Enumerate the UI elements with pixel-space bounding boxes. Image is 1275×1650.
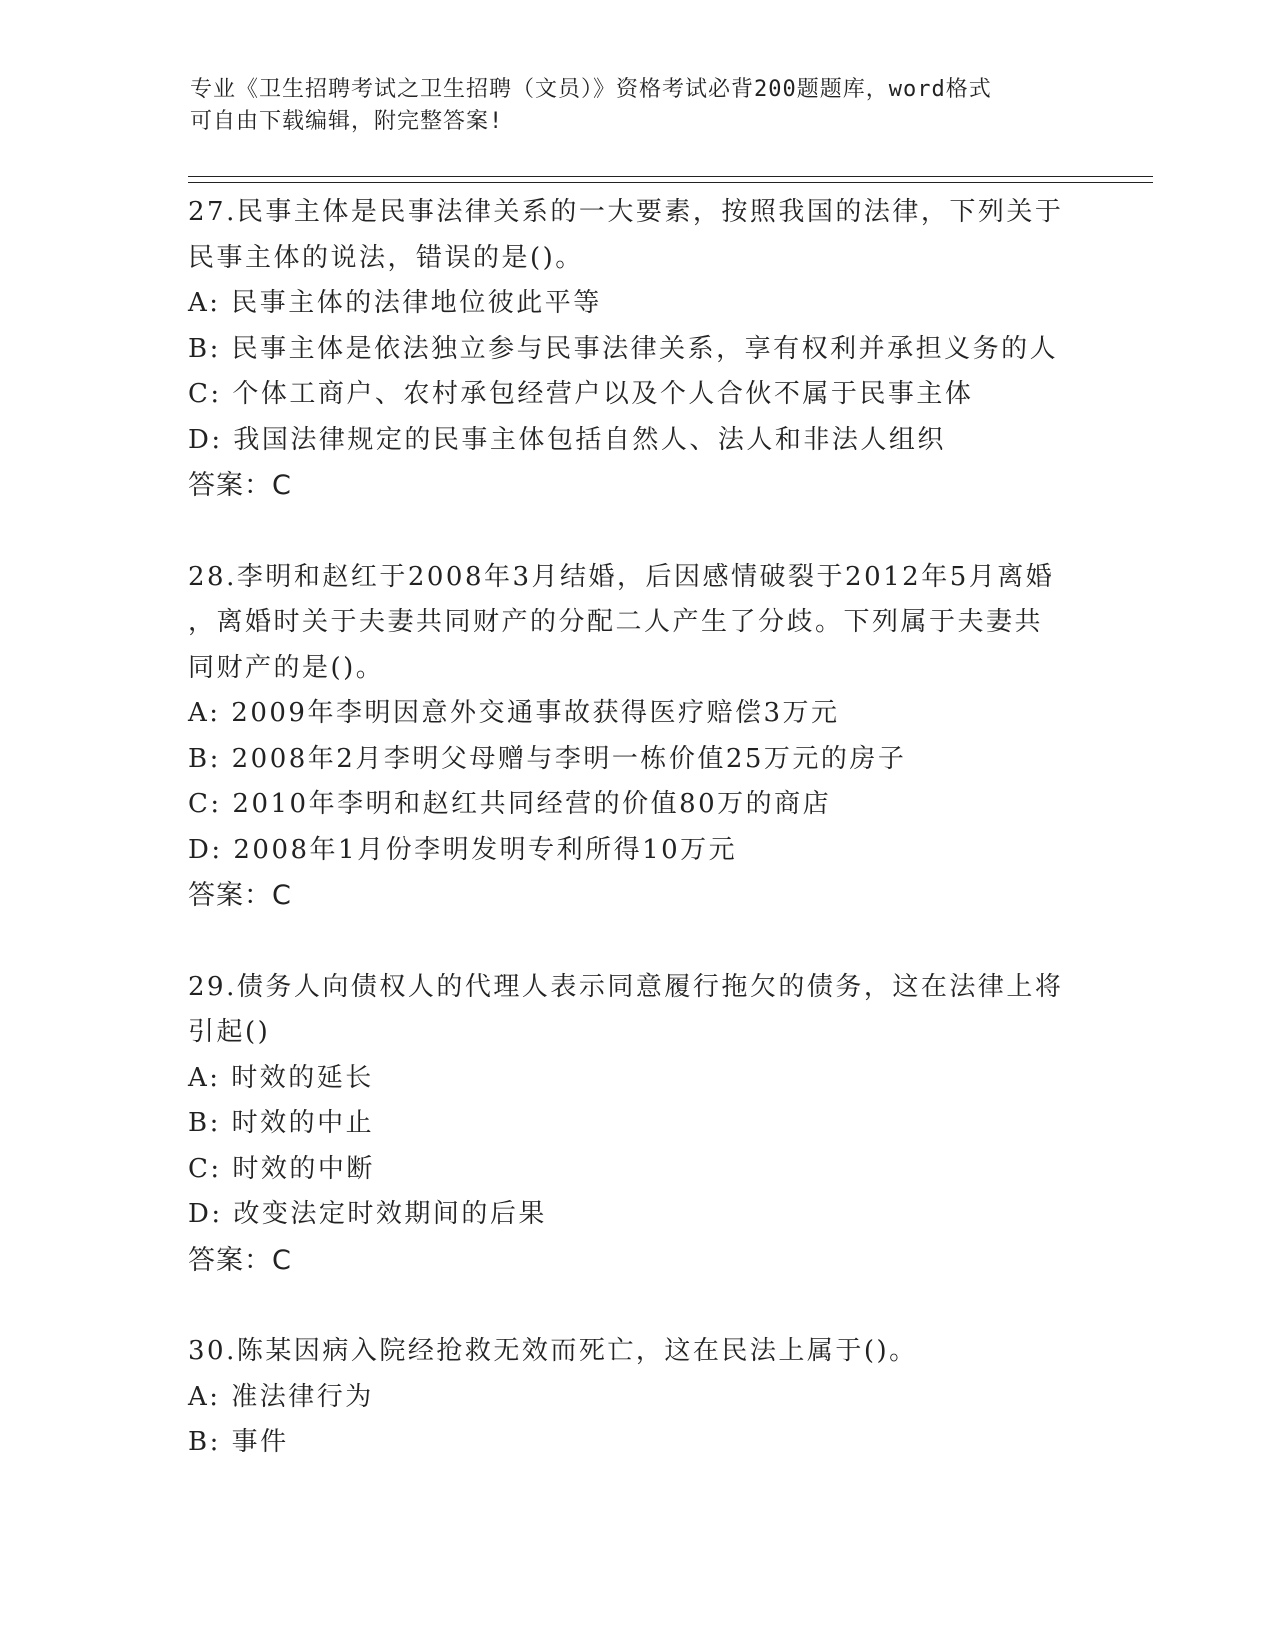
question-27 bbox=[188, 190, 1088, 509]
header-line-1: 专业《卫生招聘考试之卫生招聘（文员）》资格考试必背200题题库，word格式 bbox=[190, 77, 992, 102]
option-a: A: 准法律行为 bbox=[188, 1381, 374, 1412]
header-divider-top bbox=[188, 176, 1153, 177]
option-d: D: 改变法定时效期间的后果 bbox=[188, 1199, 547, 1229]
question-29 bbox=[188, 965, 1088, 1284]
option-a: A: 时效的延长 bbox=[188, 1062, 374, 1093]
option-a: A: 民事主体的法律地位彼此平等 bbox=[188, 288, 602, 318]
question-30 bbox=[188, 1329, 1088, 1466]
header-line-2: 可自由下载编辑，附完整答案! bbox=[190, 109, 504, 134]
question-stem-line: 30.陈某因病入院经抢救无效而死亡，这在民法上属于()。 bbox=[188, 1336, 918, 1366]
question-stem-line: 29.债务人向债权人的代理人表示同意履行拖欠的债务，这在法律上将 bbox=[188, 971, 1064, 1002]
question-list bbox=[188, 190, 1088, 1512]
option-b: B: 时效的中止 bbox=[188, 1108, 375, 1138]
answer-line: 答案：C bbox=[188, 880, 292, 911]
option-d: D: 我国法律规定的民事主体包括自然人、法人和非法人组织 bbox=[188, 424, 946, 455]
option-b: B: 民事主体是依法独立参与民事法律关系，享有权利并承担义务的人 bbox=[188, 333, 1059, 364]
header-divider-bottom bbox=[188, 182, 1153, 183]
question-stem-line: 同财产的是()。 bbox=[188, 652, 385, 683]
answer-line: 答案：C bbox=[188, 470, 292, 501]
answer-line: 答案：C bbox=[188, 1244, 292, 1276]
question-stem-line: 民事主体的说法，错误的是()。 bbox=[188, 242, 584, 273]
option-c: C: 个体工商户、农村承包经营户以及个人合伙不属于民事主体 bbox=[188, 379, 974, 409]
question-stem-line: 27.民事主体是民事法律关系的一大要素，按照我国的法律，下列关于 bbox=[188, 197, 1064, 227]
option-c: C: 2010年李明和赵红共同经营的价值80万的商店 bbox=[188, 789, 832, 819]
option-a: A: 2009年李明因意外交通事故获得医疗赔偿3万元 bbox=[188, 698, 840, 728]
option-b: B: 事件 bbox=[188, 1427, 289, 1457]
option-c: C: 时效的中断 bbox=[188, 1153, 375, 1184]
document-header bbox=[190, 74, 1090, 138]
question-stem-line: ，离婚时关于夫妻共同财产的分配二人产生了分歧。下列属于夫妻共 bbox=[188, 607, 1044, 637]
question-stem-line: 28.李明和赵红于2008年3月结婚，后因感情破裂于2012年5月离婚 bbox=[188, 561, 1055, 592]
question-stem-line: 引起() bbox=[188, 1017, 271, 1047]
option-d: D: 2008年1月份李明发明专利所得10万元 bbox=[188, 834, 738, 865]
question-28 bbox=[188, 555, 1088, 919]
option-b: B: 2008年2月李明父母赠与李明一栋价值25万元的房子 bbox=[188, 743, 907, 774]
